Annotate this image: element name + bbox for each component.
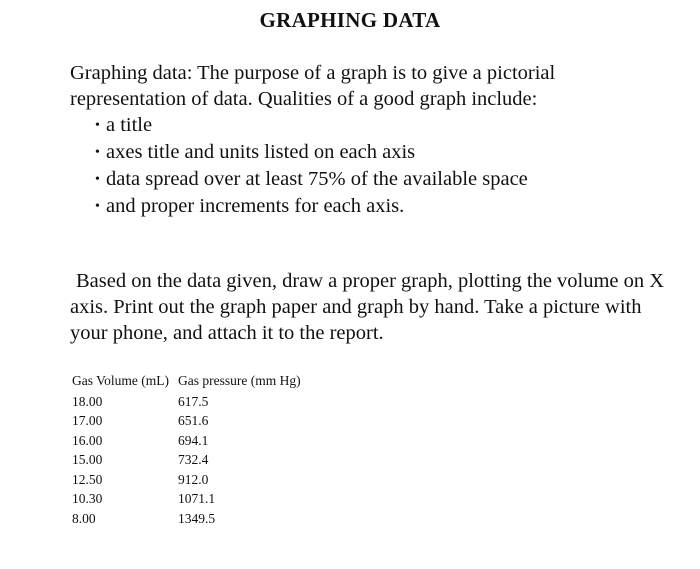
table-row xyxy=(72,490,301,510)
pressure-cell: 651.6 xyxy=(178,413,209,429)
pressure-cell: 617.5 xyxy=(178,393,209,409)
table-header-row xyxy=(72,370,301,392)
list-item: • a title xyxy=(95,112,528,139)
list-item: • and proper increments for each axis. xyxy=(95,193,528,220)
volume-cell: 16.00 xyxy=(72,432,103,448)
bullet-icon: • xyxy=(95,199,100,214)
pressure-cell: 1071.1 xyxy=(178,491,216,507)
volume-cell: 8.00 xyxy=(72,510,96,526)
volume-cell: 17.00 xyxy=(72,413,103,429)
table-row xyxy=(72,392,301,412)
bullet-icon: • xyxy=(95,118,100,133)
volume-cell: 18.00 xyxy=(72,393,103,409)
data-table xyxy=(72,370,301,529)
column-header-pressure: Gas pressure (mm Hg) xyxy=(178,373,301,388)
intro-paragraph: Graphing data: The purpose of a graph is to give a pictorial representation of data. Qualities of a good graph include: xyxy=(70,62,556,110)
volume-cell: 12.50 xyxy=(72,471,103,487)
bullet-icon: • xyxy=(95,172,100,187)
pressure-cell: 732.4 xyxy=(178,452,209,468)
pressure-cell: 912.0 xyxy=(178,471,209,487)
instructions-paragraph: Based on the data given, draw a proper graph, plotting the volume on X axis. Print out the graph paper and graph by hand. Take a picture with your phone, and attach it to the report. xyxy=(70,270,665,344)
volume-cell: 15.00 xyxy=(72,452,103,468)
table-row xyxy=(72,412,301,432)
list-item: • data spread over at least 75% of the available space xyxy=(95,166,528,193)
qualities-list xyxy=(95,112,528,220)
volume-cell: 10.30 xyxy=(72,491,103,507)
pressure-cell: 694.1 xyxy=(178,432,209,448)
column-header-volume: Gas Volume (mL) xyxy=(72,373,169,388)
list-item: • axes title and units listed on each axis xyxy=(95,139,528,166)
page-title: GRAPHING DATA xyxy=(259,8,441,32)
pressure-cell: 1349.5 xyxy=(178,510,216,526)
table-row xyxy=(72,431,301,451)
bullet-icon: • xyxy=(95,145,100,160)
table-row xyxy=(72,509,301,529)
table-row xyxy=(72,470,301,490)
table-row xyxy=(72,451,301,471)
